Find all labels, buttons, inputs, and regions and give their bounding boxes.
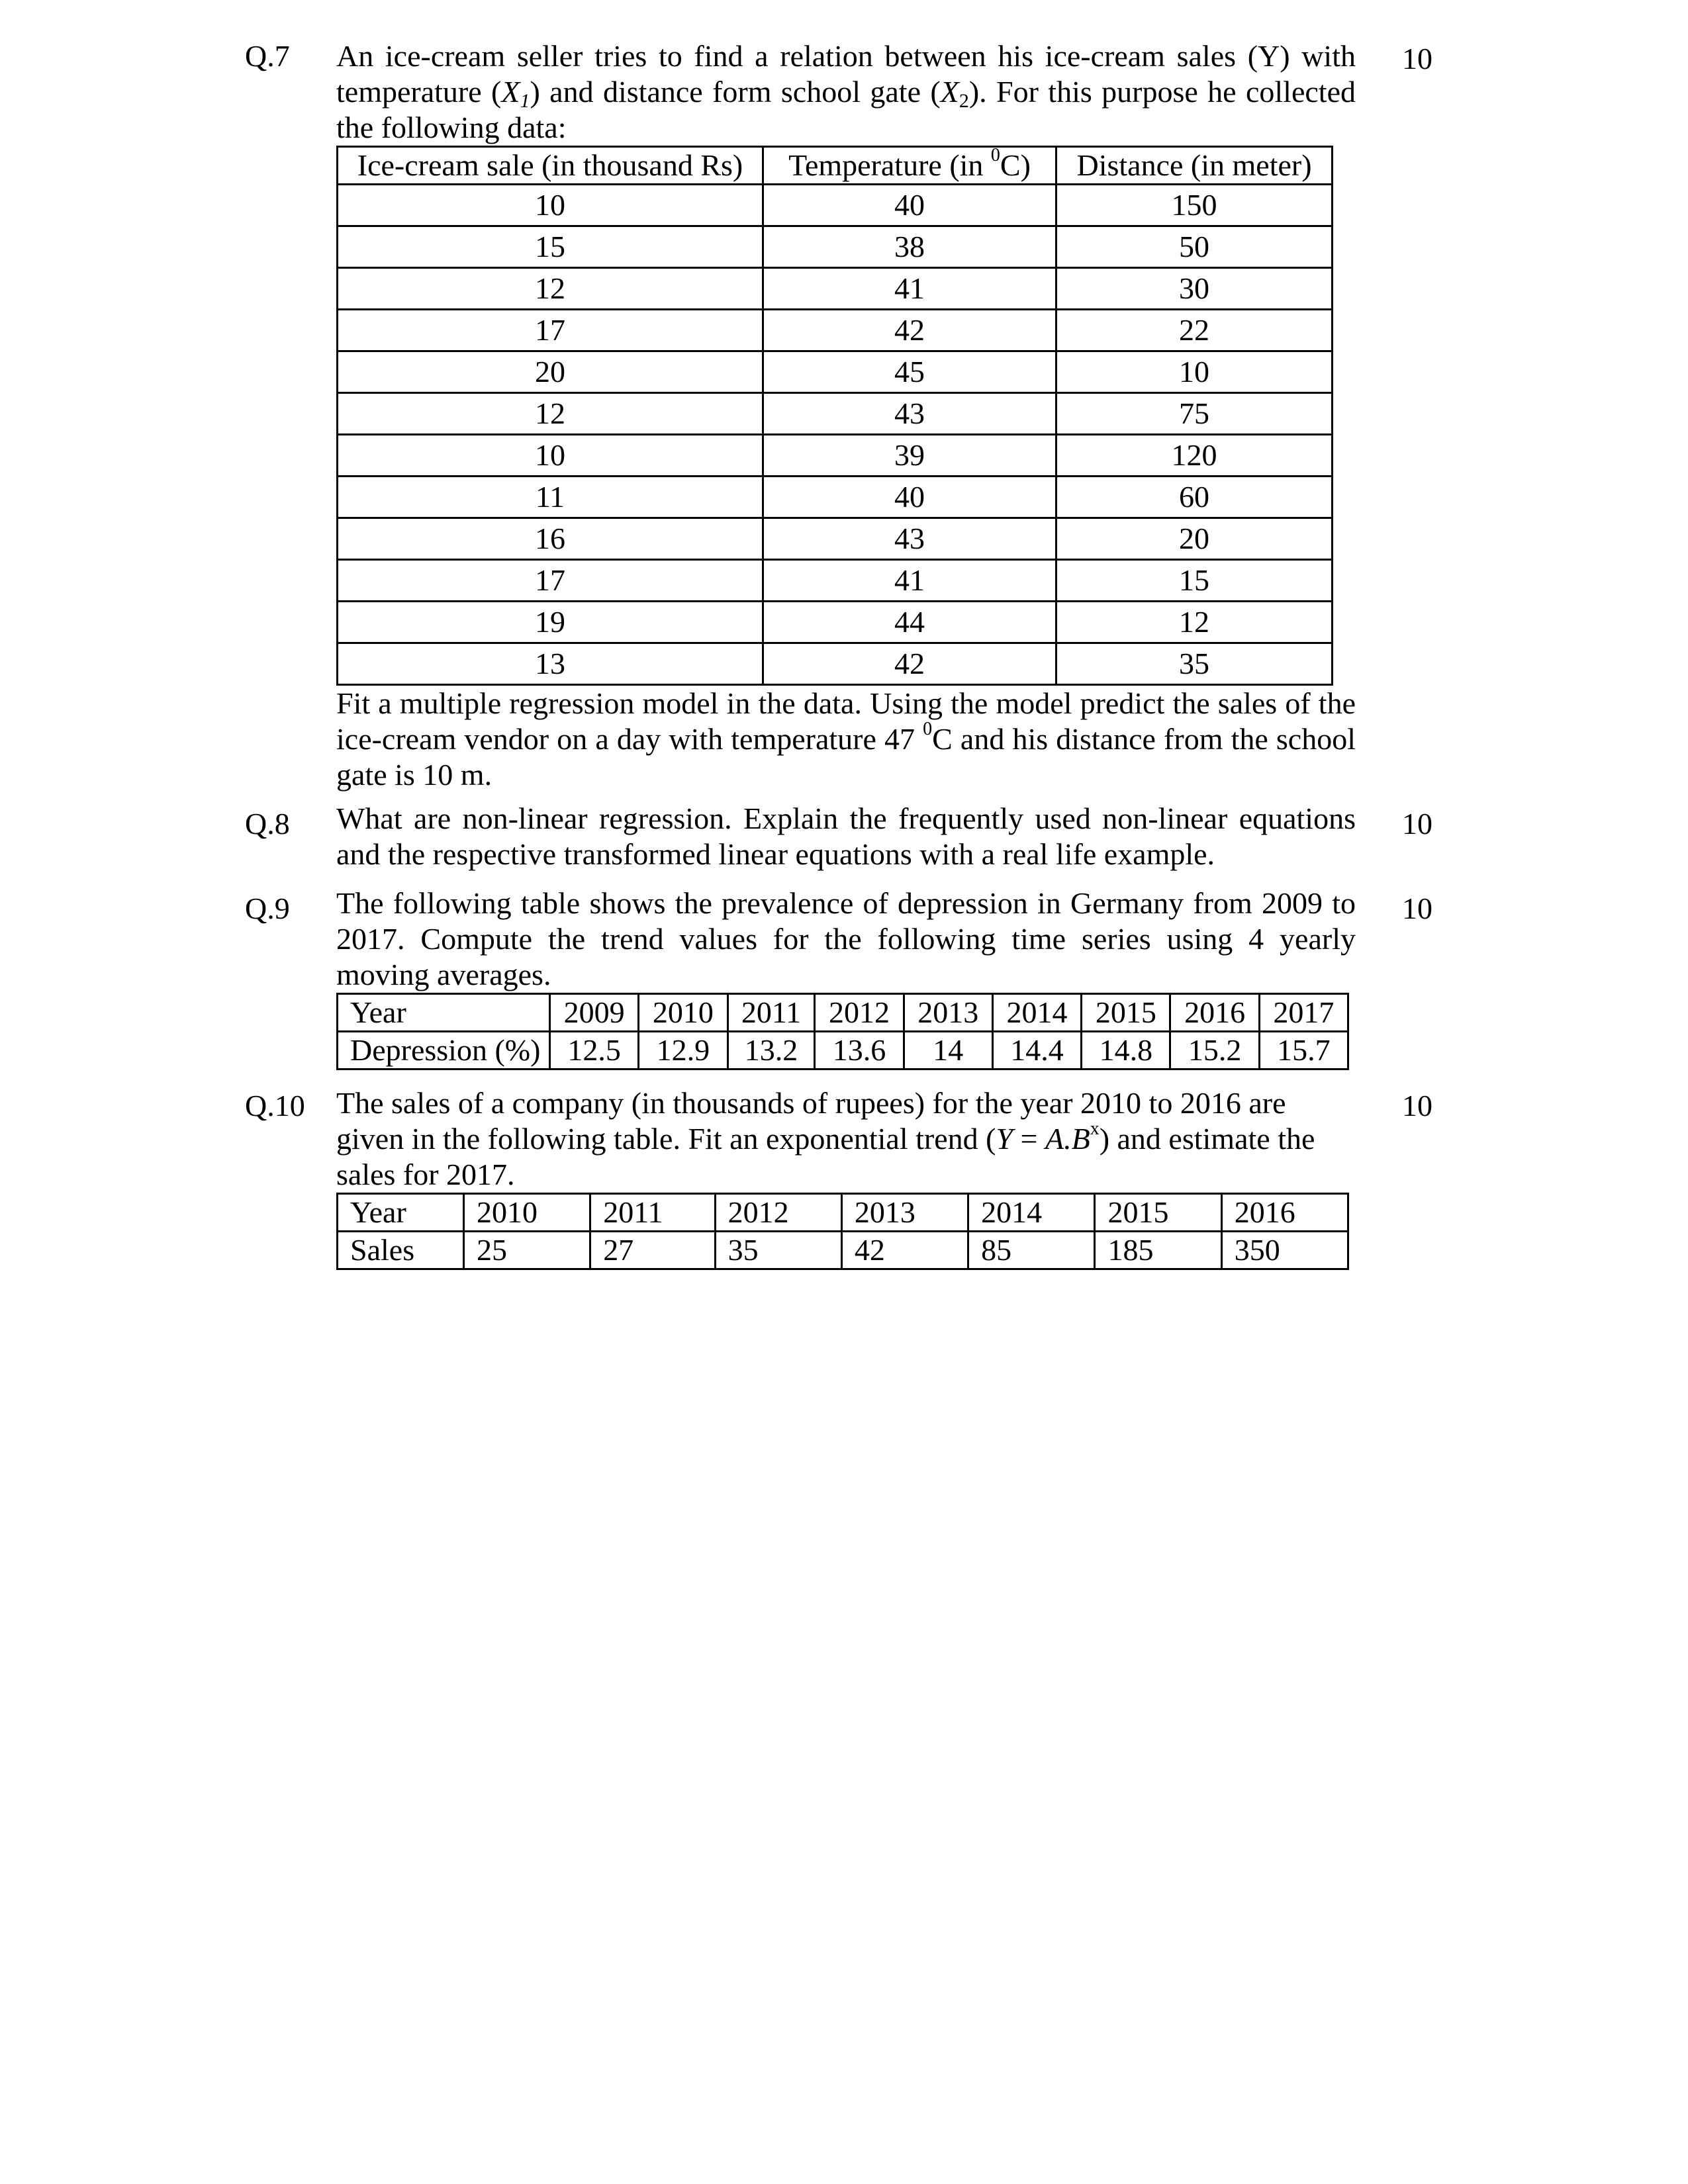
cell-sales: 17 <box>338 310 763 351</box>
cell-distance: 22 <box>1056 310 1333 351</box>
table-header-row <box>338 147 1333 185</box>
table-row <box>338 643 1333 685</box>
table-row <box>338 602 1333 643</box>
cell-depression: 13.6 <box>815 1032 904 1069</box>
cell-distance: 15 <box>1056 560 1333 602</box>
question-marks: 10 <box>1402 42 1432 75</box>
cell-sales: 85 <box>968 1232 1095 1269</box>
cell-depression: 14 <box>904 1032 992 1069</box>
cell-sales: 12 <box>338 393 763 435</box>
cell-sales: 25 <box>464 1232 590 1269</box>
question-marks: 10 <box>1402 891 1432 925</box>
cell-temperature: 44 <box>763 602 1056 643</box>
sales-table <box>336 1193 1349 1270</box>
cell-year: 2017 <box>1259 994 1348 1032</box>
cell-temperature: 42 <box>763 643 1056 685</box>
question-text: The following table shows the prevalence of depression in Germany from 2009 to 2017. Compute the trend values for the following time series using 4 yearly moving averages. <box>336 886 1356 991</box>
question-number: Q.9 <box>245 891 290 925</box>
cell-sales: 17 <box>338 560 763 602</box>
cell-sales: 10 <box>338 185 763 226</box>
cell-temperature: 45 <box>763 351 1056 393</box>
cell-distance: 50 <box>1056 226 1333 268</box>
cell-distance: 60 <box>1056 477 1333 518</box>
cell-sales: 13 <box>338 643 763 685</box>
table-row-depression <box>338 1032 1348 1069</box>
cell-temperature: 43 <box>763 393 1056 435</box>
cell-sales: 20 <box>338 351 763 393</box>
cell-year: 2011 <box>727 994 815 1032</box>
table-row <box>338 477 1333 518</box>
cell-year: 2014 <box>968 1194 1095 1232</box>
cell-year: 2012 <box>715 1194 841 1232</box>
cell-depression: 12.5 <box>550 1032 639 1069</box>
cell-distance: 30 <box>1056 268 1333 310</box>
cell-distance: 12 <box>1056 602 1333 643</box>
question-intro: An ice-cream seller tries to find a relation between his ice-cream sales (Y) with temperature $(X_1)$ and distance form school gate $(X_2)$. For this purpose he collected the following data: <box>336 39 1356 144</box>
cell-sales: 19 <box>338 602 763 643</box>
question-marks: 10 <box>1402 807 1432 841</box>
cell-sales: 42 <box>841 1232 968 1269</box>
cell-sales: 35 <box>715 1232 841 1269</box>
cell-sales: 15 <box>338 226 763 268</box>
cell-depression: 12.9 <box>639 1032 727 1069</box>
cell-sales: 185 <box>1095 1232 1221 1269</box>
header-sales: Ice-cream sale (in thousand Rs) <box>338 147 763 185</box>
cell-year: 2015 <box>1082 994 1170 1032</box>
question-number: Q.7 <box>245 39 290 73</box>
table-row <box>338 226 1333 268</box>
table-row <box>338 560 1333 602</box>
header-distance: Distance (in meter) <box>1056 147 1333 185</box>
table-row <box>338 268 1333 310</box>
cell-year: 2013 <box>841 1194 968 1232</box>
table-row-sales <box>338 1232 1348 1269</box>
cell-year: 2009 <box>550 994 639 1032</box>
cell-temperature: 38 <box>763 226 1056 268</box>
table-row-year <box>338 1194 1348 1232</box>
cell-temperature: 43 <box>763 518 1056 560</box>
cell-sales: 10 <box>338 435 763 477</box>
table-row <box>338 435 1333 477</box>
cell-temperature: 40 <box>763 477 1056 518</box>
question-body <box>336 886 1356 1070</box>
cell-year: 2014 <box>992 994 1081 1032</box>
cell-distance: 10 <box>1056 351 1333 393</box>
cell-year: 2016 <box>1170 994 1259 1032</box>
cell-year: 2016 <box>1221 1194 1348 1232</box>
cell-temperature: 42 <box>763 310 1056 351</box>
cell-depression: 14.8 <box>1082 1032 1170 1069</box>
header-temperature: Temperature (in $^0$C) <box>763 147 1056 185</box>
table-row <box>338 185 1333 226</box>
cell-temperature: 39 <box>763 435 1056 477</box>
cell-year: 2013 <box>904 994 992 1032</box>
table-row <box>338 351 1333 393</box>
table-row <box>338 393 1333 435</box>
row-label-year: Year <box>338 994 550 1032</box>
cell-year: 2012 <box>815 994 904 1032</box>
cell-distance: 20 <box>1056 518 1333 560</box>
ice-cream-data-table <box>336 146 1333 686</box>
question-body: What are non-linear regression. Explain the frequently used non-linear equations and the respective transformed linear equations with a real life example. <box>336 801 1356 871</box>
cell-depression: 15.7 <box>1259 1032 1348 1069</box>
table-row <box>338 518 1333 560</box>
question-body <box>336 1085 1349 1270</box>
cell-year: 2010 <box>464 1194 590 1232</box>
cell-sales: 16 <box>338 518 763 560</box>
question-outro: Fit a multiple regression model in the data. Using the model predict the sales of the ice-cream vendor on a day with temperature 47 $^0$C and his distance from the school gate is 10 m. <box>336 686 1356 792</box>
cell-year: 2010 <box>639 994 727 1032</box>
cell-year: 2011 <box>590 1194 715 1232</box>
row-label-year: Year <box>338 1194 464 1232</box>
cell-sales: 12 <box>338 268 763 310</box>
cell-depression: 13.2 <box>727 1032 815 1069</box>
cell-sales: 11 <box>338 477 763 518</box>
cell-temperature: 40 <box>763 185 1056 226</box>
question-marks: 10 <box>1402 1089 1432 1122</box>
depression-table <box>336 993 1349 1070</box>
row-label-sales: Sales <box>338 1232 464 1269</box>
cell-sales: 350 <box>1221 1232 1348 1269</box>
question-number: Q.8 <box>245 807 290 841</box>
cell-year: 2015 <box>1095 1194 1221 1232</box>
cell-distance: 75 <box>1056 393 1333 435</box>
table-row <box>338 310 1333 351</box>
cell-temperature: 41 <box>763 268 1056 310</box>
cell-depression: 14.4 <box>992 1032 1081 1069</box>
row-label-depression: Depression (%) <box>338 1032 550 1069</box>
cell-distance: 120 <box>1056 435 1333 477</box>
cell-temperature: 41 <box>763 560 1056 602</box>
question-body <box>336 38 1356 793</box>
cell-sales: 27 <box>590 1232 715 1269</box>
question-text: The sales of a company (in thousands of rupees) for the year 2010 to 2016 are given in the following table. Fit an exponential trend $(Y = A.B^x)$ and estimate the sales for 2017. <box>336 1086 1315 1191</box>
cell-distance: 35 <box>1056 643 1333 685</box>
table-row-year <box>338 994 1348 1032</box>
cell-depression: 15.2 <box>1170 1032 1259 1069</box>
cell-distance: 150 <box>1056 185 1333 226</box>
question-number: Q.10 <box>245 1089 305 1122</box>
